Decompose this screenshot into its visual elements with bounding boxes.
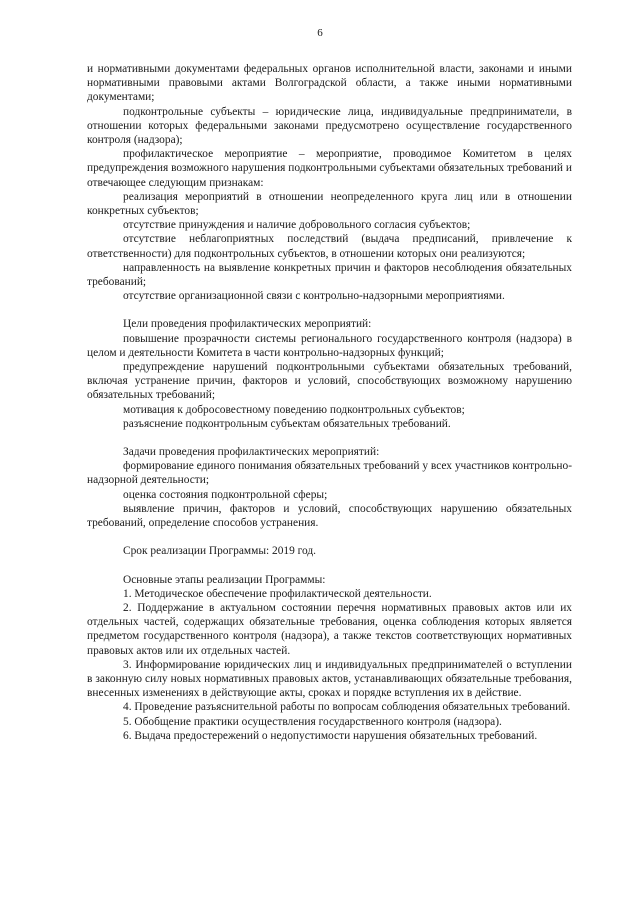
paragraph: формирование единого понимания обязательных требований у всех участников контрольно-надзорной деятельности; xyxy=(87,460,572,487)
paragraph-gap xyxy=(87,530,572,544)
paragraph: профилактическое мероприятие – мероприятие, проводимое Комитетом в целях предупреждения возможного нарушения подконтрольными субъектами обязательных требований и отвечающее следующим признакам: xyxy=(87,148,572,189)
paragraph: 6. Выдача предостережений о недопустимости нарушения обязательных требований. xyxy=(123,729,538,742)
document-body xyxy=(87,62,572,743)
paragraph: Цели проведения профилактических мероприятий: xyxy=(123,318,372,331)
paragraph: выявление причин, факторов и условий, способствующих нарушению обязательных требований, определение способов устранения. xyxy=(87,502,572,530)
paragraph: и нормативными документами федеральных органов исполнительной власти, законами и иными нормативными правовыми актами Волгоградской области, а также иными нормативными документами; xyxy=(87,63,572,104)
paragraph: 1. Методическое обеспечение профилактической деятельности. xyxy=(123,587,432,600)
paragraph-gap xyxy=(87,303,572,317)
paragraph: Основные этапы реализации Программы: xyxy=(123,573,326,586)
paragraph: направленность на выявление конкретных причин и факторов несоблюдения обязательных требований; xyxy=(87,261,572,289)
paragraph: отсутствие неблагоприятных последствий (выдача предписаний, привлечение к ответственности) для подконтрольных субъектов, в отношении которых они реализуются; xyxy=(87,233,572,260)
paragraph: 2. Поддержание в актуальном состоянии перечня нормативных правовых актов или их отдельных частей, содержащих обязательные требования, оценка соблюдения которых является предметом государственного контроля (надзора), а также текстов соответствующих нормативных правовых актов или их отдельных частей. xyxy=(87,601,572,657)
paragraph: 4. Проведение разъяснительной работы по вопросам соблюдения обязательных требований. xyxy=(123,701,571,714)
paragraph: разъяснение подконтрольным субъектам обязательных требований. xyxy=(123,417,451,430)
paragraph: повышение прозрачности системы регионального государственного контроля (надзора) в целом и деятельности Комитета в части контрольно-надзорных функций; xyxy=(87,332,572,359)
paragraph: предупреждение нарушений подконтрольными субъектами обязательных требований, включая устранение причин, факторов и условий, способствующих возможному нарушению обязательных требований; xyxy=(87,361,572,402)
paragraph: подконтрольные субъекты – юридические лица, индивидуальные предприниматели, в отношении которых федеральными законами предусмотрено осуществление государственного контроля (надзора); xyxy=(87,105,572,147)
page-number: 6 xyxy=(317,27,323,39)
paragraph-gap xyxy=(87,431,572,445)
paragraph: мотивация к добросовестному поведению подконтрольных субъектов; xyxy=(123,403,465,416)
paragraph: Задачи проведения профилактических мероприятий: xyxy=(123,446,380,459)
paragraph: отсутствие принуждения и наличие добровольного согласия субъектов; xyxy=(123,219,471,232)
paragraph: Срок реализации Программы: 2019 год. xyxy=(123,545,317,558)
paragraph-gap xyxy=(87,559,572,573)
paragraph: отсутствие организационной связи с контрольно-надзорными мероприятиями. xyxy=(123,290,505,303)
paragraph: реализация мероприятий в отношении неопределенного круга лиц или в отношении конкретных субъектов; xyxy=(87,190,572,218)
paragraph: 5. Обобщение практики осуществления государственного контроля (надзора). xyxy=(123,715,502,728)
paragraph: оценка состояния подконтрольной сферы; xyxy=(123,488,328,501)
paragraph: 3. Информирование юридических лиц и индивидуальных предпринимателей о вступлении в законную силу новых нормативных правовых актов, устанавливающих обязательные требования, внесенных изменениях в действующие акты, сроках и порядке вступления их в действие. xyxy=(87,658,572,700)
